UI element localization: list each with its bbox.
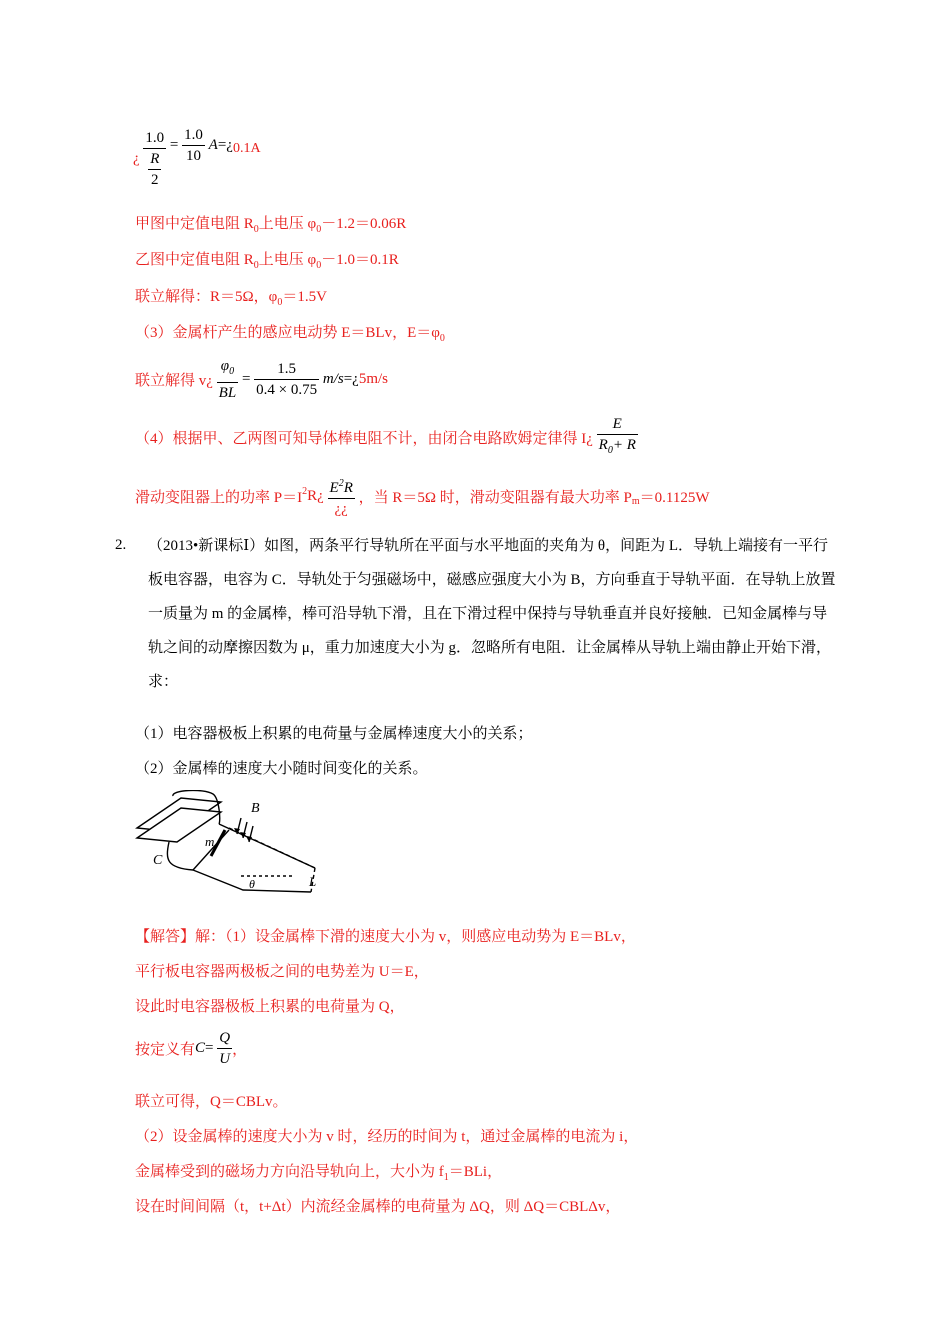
sub-0: 0 [277, 297, 283, 308]
phi-symbol: φ [220, 358, 230, 374]
line-jia [135, 212, 406, 235]
unit-a: A [208, 136, 218, 153]
line-emf [135, 321, 445, 344]
sub-0: 0 [439, 333, 445, 344]
label-m: m [205, 834, 215, 849]
solution-s4-prefix: 按定义有 [135, 1042, 196, 1058]
fraction-ohm-den [597, 435, 638, 461]
phi-sub: 0 [229, 366, 235, 377]
fraction-1-den [143, 149, 166, 190]
sup-2: 2 [302, 485, 308, 497]
capacitance-symbol: C [195, 1040, 206, 1056]
problem-text: （2013•新课标Ⅰ）如图，两条平行导轨所在平面与水平地面的夹角为 θ，间距为 L．导轨上端接有一平行板电容器，电容为 C．导轨处于匀强磁场中，磁感应强度大小为 B，方向垂直于导轨平面．在导轨上放置一质量为 m 的金属棒，棒可沿导轨下滑，且在下滑过程中保持与导轨垂直并良好接触．已知金属棒与导轨之间的动摩擦因数为 μ，重力加速度大小为 g．忽略所有电阻．让金属棒从导轨上端由静止开始下滑，求： [148, 538, 836, 690]
fraction-1-num: 1.0 [143, 128, 166, 149]
equals-sign: = [169, 136, 179, 153]
e-sup: 2 [338, 478, 344, 489]
solution-line-5: 联立可得，Q＝CBLv。 [135, 1094, 288, 1110]
line-yi-text: 乙图中定值电阻 R [135, 252, 254, 268]
fraction-ohm [597, 414, 638, 461]
symbol-q: ¿ [133, 150, 140, 167]
fraction-2 [182, 125, 205, 166]
fraction-capacitance-num: Q [217, 1028, 232, 1049]
solution-s7-b: ＝BLi， [448, 1164, 503, 1180]
solution-line-1 [135, 925, 636, 946]
solution-tag: 【解答】 [135, 929, 196, 945]
line-yi [135, 248, 399, 271]
line-solve-1-text: 联立解得：R＝5Ω，φ [135, 289, 278, 305]
result-velocity: 5m/s [358, 371, 389, 387]
question-1: （1）电容器极板上积累的电荷量与金属棒速度大小的关系； [135, 726, 533, 742]
sub-0: 0 [316, 260, 322, 271]
label-b: B [251, 801, 260, 816]
fraction-numeric-den: 0.4 × 0.75 [256, 382, 318, 398]
solution-line-8: 设在时间间隔（t，t+Δt）内流经金属棒的电荷量为 ΔQ，则 ΔQ＝CBLΔv， [135, 1199, 621, 1215]
line-yi-tail: 上电压 φ [258, 252, 317, 268]
r-sub: 0 [607, 445, 613, 456]
fraction-power-num [328, 474, 355, 499]
fraction-2-num: 1.0 [182, 125, 205, 146]
solution-line-6: （2）设金属棒的速度大小为 v 时，经历的时间为 t，通过金属棒的电流为 i， [135, 1129, 639, 1145]
fraction-power-den: ¿¿ [334, 501, 348, 517]
equation-power [135, 474, 710, 519]
fraction-numeric [254, 359, 319, 400]
solution-line-7 [135, 1160, 502, 1183]
eq-v-prefix: 联立解得 v¿ [135, 373, 213, 389]
line-jia-rest: －1.2＝0.06R [321, 216, 407, 232]
fraction-1-inner [148, 149, 161, 190]
sub-0: 0 [316, 224, 322, 235]
line-solve-1-rest: ＝1.5V [282, 289, 327, 305]
plus-r: + R [612, 437, 636, 453]
solution-line-4 [135, 1028, 247, 1069]
fraction-phi-den: BL [218, 385, 237, 401]
line-emf-text: （3）金属杆产生的感应电动势 E＝BLv，E＝φ [135, 325, 440, 341]
solution-line-3: 设此时电容器极板上积累的电荷量为 Q， [135, 999, 405, 1015]
r-symbol: R [598, 437, 608, 453]
equals-sign: = [205, 1040, 214, 1056]
fraction-ohm-num: E [597, 414, 638, 435]
question-2: （2）金属棒的速度大小随时间变化的关系。 [135, 761, 428, 777]
e-symbol: E [329, 480, 339, 496]
eq-p-suffix: ，当 R＝5Ω 时，滑动变阻器有最大功率 P [358, 490, 632, 506]
result-current: 0.1A [232, 141, 261, 156]
equals-sign: = [241, 371, 251, 387]
fraction-numeric-num: 1.5 [254, 359, 319, 380]
label-c: C [153, 853, 163, 868]
equation-current [133, 128, 261, 190]
line-jia-text: 甲图中定值电阻 R [135, 216, 254, 232]
solution-s4-suffix: ， [232, 1042, 248, 1058]
fraction-capacitance-den: U [219, 1051, 231, 1067]
fraction-2-den: 10 [186, 147, 202, 164]
sub-m: m [631, 495, 640, 507]
equation-velocity [135, 356, 388, 403]
sub-0: 0 [253, 224, 259, 235]
rails-capacitor-figure [133, 790, 333, 900]
fraction-power [328, 474, 355, 519]
label-l: L [309, 874, 317, 889]
eq-i-text: （4）根据甲、乙两图可知导体棒电阻不计，由闭合电路欧姆定律得 I¿ [135, 431, 593, 447]
unit-ms: m/s [322, 371, 344, 387]
fraction-1-inner-num: R [148, 149, 161, 170]
fraction-1-inner-den: 2 [151, 172, 159, 188]
fraction-phi-num [217, 356, 239, 383]
eq-p-mid: R¿ [307, 488, 324, 504]
sub-1: 1 [443, 1172, 449, 1183]
equation-ohm [135, 414, 638, 461]
problem-number: 2. [115, 537, 127, 553]
fraction-1 [143, 128, 166, 190]
solution-s1: 解：（1）设金属棒下滑的速度大小为 v，则感应电动势为 E＝BLv， [195, 929, 636, 945]
line-jia-tail: 上电压 φ [258, 216, 317, 232]
equals-q: =¿ [217, 136, 233, 153]
solution-line-2: 平行板电容器两极板之间的电势差为 U＝E， [135, 964, 429, 980]
line-yi-rest: －1.0＝0.1R [321, 252, 399, 268]
solution-s7-a: 金属棒受到的磁场力方向沿导轨向上，大小为 f [135, 1164, 444, 1180]
r-symbol: R [343, 480, 353, 496]
fraction-capacitance [217, 1028, 232, 1069]
eq-p-prefix: 滑动变阻器上的功率 P＝I [135, 490, 303, 506]
line-solve-1 [135, 285, 327, 308]
sub-0: 0 [253, 260, 259, 271]
fraction-phi [217, 356, 239, 403]
eq-p-end: ＝0.1125W [639, 490, 710, 506]
equals-q: =¿ [343, 371, 359, 387]
label-theta: θ [249, 877, 255, 891]
